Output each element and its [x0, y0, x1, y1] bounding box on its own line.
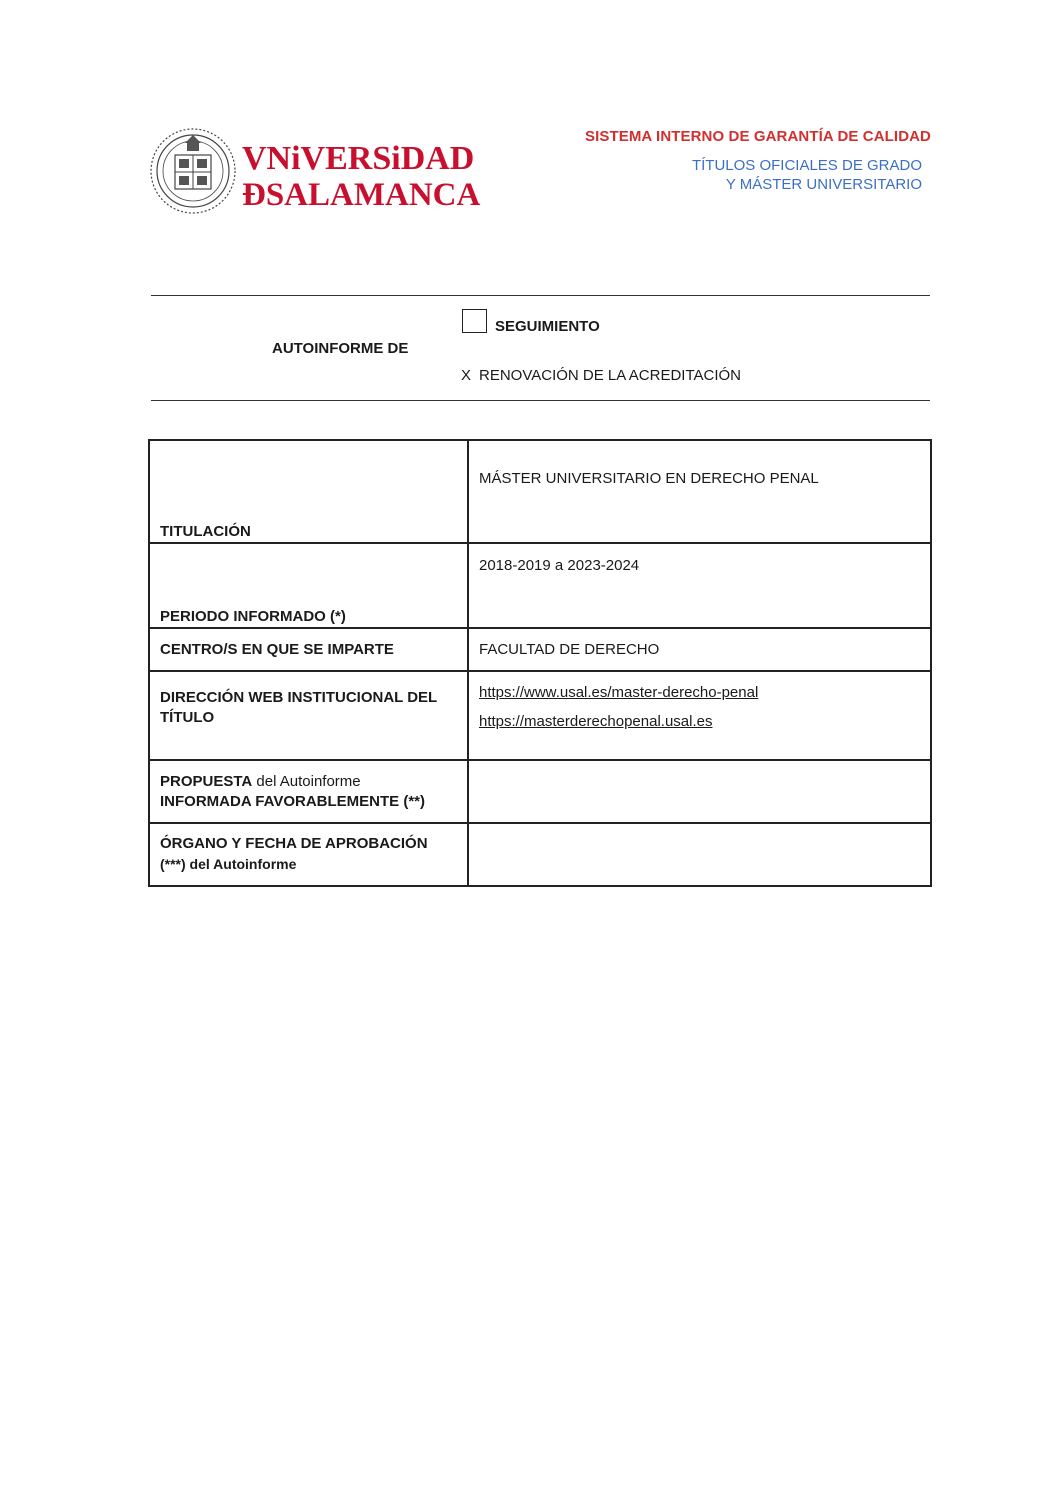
autoinforme-label: AUTOINFORME DE — [272, 340, 409, 357]
table-row — [149, 543, 931, 628]
propuesta-label — [149, 760, 468, 823]
organo-value[interactable] — [468, 823, 931, 886]
organo-label — [149, 823, 468, 886]
organo-label-a: ÓRGANO Y FECHA DE APROBACIÓN — [160, 835, 428, 852]
bottom-divider — [151, 400, 930, 401]
propuesta-label-a: PROPUESTA — [160, 772, 253, 790]
logo-line2: ÐSALAMANCA — [242, 177, 481, 213]
titulacion-value: MÁSTER UNIVERSITARIO EN DERECHO PENAL — [468, 440, 931, 543]
renovacion-label: RENOVACIÓN DE LA ACREDITACIÓN — [479, 367, 742, 384]
web-links — [468, 671, 931, 760]
centro-value: FACULTAD DE DERECHO — [468, 628, 931, 671]
header-titles — [585, 128, 931, 194]
renovacion-option — [461, 367, 741, 384]
table-row — [149, 440, 931, 543]
propuesta-value[interactable] — [468, 760, 931, 823]
system-title: SISTEMA INTERNO DE GARANTÍA DE CALIDAD — [584, 128, 931, 145]
top-divider — [151, 295, 930, 296]
info-table — [148, 439, 932, 887]
web-link-2[interactable]: https://masterderechopenal.usal.es — [479, 713, 713, 730]
table-row — [149, 671, 931, 760]
seguimiento-checkbox[interactable] — [462, 309, 487, 333]
renovacion-mark[interactable]: X — [461, 367, 472, 384]
titulacion-label: TITULACIÓN — [149, 440, 468, 543]
university-logo — [147, 125, 482, 217]
web-link-1[interactable]: https://www.usal.es/master-derecho-penal — [479, 684, 759, 701]
propuesta-label-b: del Autoinforme — [252, 772, 361, 790]
organo-label-b: (***) del Autoinforme — [160, 856, 297, 872]
periodo-label: PERIODO INFORMADO (*) — [149, 543, 468, 628]
subtitle — [585, 156, 922, 194]
subtitle-line1: TÍTULOS OFICIALES DE GRADO — [691, 157, 922, 174]
university-seal-icon — [147, 125, 482, 217]
periodo-value: 2018-2019 a 2023-2024 — [468, 543, 931, 628]
table-row — [149, 760, 931, 823]
subtitle-line2: Y MÁSTER UNIVERSITARIO — [725, 176, 922, 193]
table-row — [149, 628, 931, 671]
table-row — [149, 823, 931, 886]
logo-line1: VNiVERSiDAD — [242, 140, 475, 177]
propuesta-label-c: INFORMADA FAVORABLEMENTE (**) — [160, 792, 425, 810]
web-label: DIRECCIÓN WEB INSTITUCIONAL DEL TÍTULO — [149, 671, 468, 760]
centro-label: CENTRO/S EN QUE SE IMPARTE — [149, 628, 468, 671]
seguimiento-option: SEGUIMIENTO — [495, 318, 600, 335]
